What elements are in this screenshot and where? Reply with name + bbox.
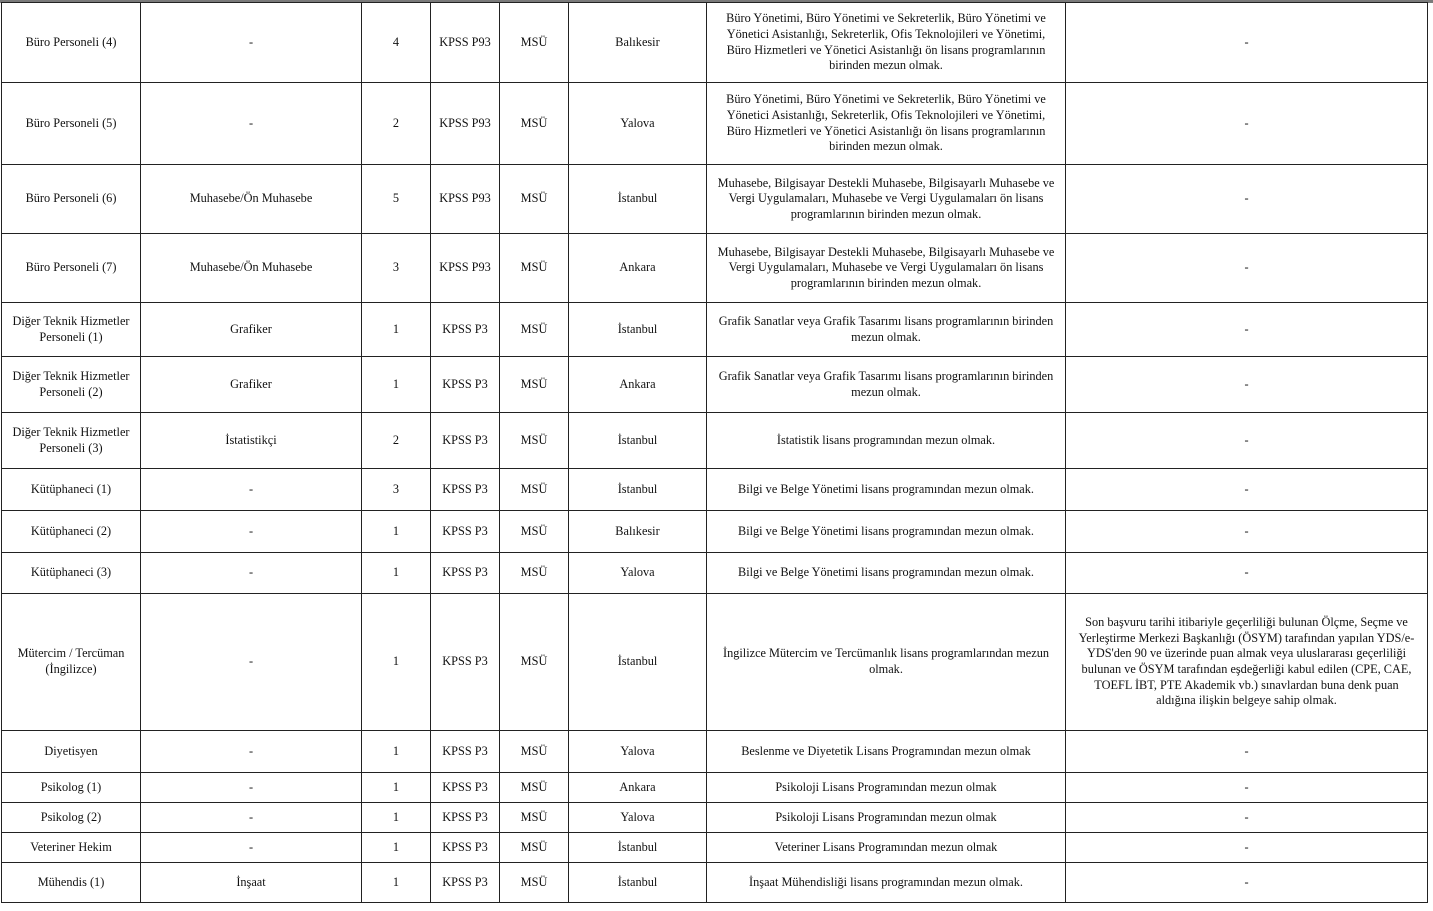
score-type-cell: KPSS P93 [431,165,500,234]
other-requirements-cell: - [1066,833,1428,863]
positions-table [1,2,1428,903]
quota-cell: 1 [362,511,431,553]
education-requirement-cell: İstatistik lisans programından mezun olmak. [707,413,1066,469]
position-title-cell: Büro Personeli (4) [2,3,141,83]
qualification-code-cell: - [141,469,362,511]
institution-cell: MSÜ [500,3,569,83]
quota-cell: 1 [362,357,431,413]
qualification-code-cell: - [141,773,362,803]
location-cell: İstanbul [569,165,707,234]
other-requirements-cell: - [1066,413,1428,469]
other-requirements-cell: - [1066,234,1428,303]
table-row [2,413,1428,469]
score-type-cell: KPSS P93 [431,234,500,303]
institution-cell: MSÜ [500,833,569,863]
position-title-cell: Büro Personeli (5) [2,83,141,165]
qualification-code-cell: Grafiker [141,357,362,413]
position-title-cell: Mühendis (1) [2,863,141,903]
score-type-cell: KPSS P3 [431,357,500,413]
table-row [2,511,1428,553]
other-requirements-cell: - [1066,773,1428,803]
institution-cell: MSÜ [500,731,569,773]
score-type-cell: KPSS P3 [431,413,500,469]
location-cell: Yalova [569,553,707,594]
table-row [2,234,1428,303]
table-row [2,83,1428,165]
other-requirements-cell: - [1066,553,1428,594]
education-requirement-cell: Psikoloji Lisans Programından mezun olmak [707,773,1066,803]
education-requirement-cell: Bilgi ve Belge Yönetimi lisans programından mezun olmak. [707,511,1066,553]
institution-cell: MSÜ [500,553,569,594]
qualification-code-cell: - [141,511,362,553]
table-row [2,3,1428,83]
education-requirement-cell: Büro Yönetimi, Büro Yönetimi ve Sekreterlik, Büro Yönetimi ve Yönetici Asistanlığı, Sekreterlik, Ofis Teknolojileri ve Yönetimi, Büro Hizmetleri ve Yönetici Asistanlığı ön lisans programlarının birinden mezun olmak. [707,83,1066,165]
position-title-cell: Psikolog (2) [2,803,141,833]
quota-cell: 1 [362,553,431,594]
qualification-code-cell: - [141,3,362,83]
education-requirement-cell: İngilizce Mütercim ve Tercümanlık lisans programlarından mezun olmak. [707,594,1066,731]
location-cell: İstanbul [569,863,707,903]
score-type-cell: KPSS P3 [431,469,500,511]
qualification-code-cell: Muhasebe/Ön Muhasebe [141,234,362,303]
education-requirement-cell: Bilgi ve Belge Yönetimi lisans programından mezun olmak. [707,553,1066,594]
table-row [2,303,1428,357]
qualification-code-cell: - [141,553,362,594]
quota-cell: 1 [362,833,431,863]
institution-cell: MSÜ [500,803,569,833]
quota-cell: 1 [362,863,431,903]
other-requirements-cell: - [1066,511,1428,553]
table-row [2,165,1428,234]
education-requirement-cell: İnşaat Mühendisliği lisans programından mezun olmak. [707,863,1066,903]
location-cell: Balıkesir [569,3,707,83]
quota-cell: 3 [362,234,431,303]
position-title-cell: Psikolog (1) [2,773,141,803]
other-requirements-cell: - [1066,83,1428,165]
institution-cell: MSÜ [500,83,569,165]
education-requirement-cell: Beslenme ve Diyetetik Lisans Programından mezun olmak [707,731,1066,773]
qualification-code-cell: İstatistikçi [141,413,362,469]
position-title-cell: Diğer Teknik Hizmetler Personeli (1) [2,303,141,357]
position-title-cell: Kütüphaneci (1) [2,469,141,511]
institution-cell: MSÜ [500,234,569,303]
location-cell: Yalova [569,803,707,833]
location-cell: İstanbul [569,594,707,731]
location-cell: Yalova [569,731,707,773]
position-title-cell: Diyetisyen [2,731,141,773]
score-type-cell: KPSS P3 [431,594,500,731]
position-title-cell: Veteriner Hekim [2,833,141,863]
score-type-cell: KPSS P3 [431,731,500,773]
qualification-code-cell: - [141,731,362,773]
position-title-cell: Büro Personeli (6) [2,165,141,234]
table-row [2,357,1428,413]
other-requirements-cell: - [1066,357,1428,413]
institution-cell: MSÜ [500,413,569,469]
education-requirement-cell: Psikoloji Lisans Programından mezun olmak [707,803,1066,833]
table-row [2,803,1428,833]
location-cell: Balıkesir [569,511,707,553]
table-row [2,731,1428,773]
quota-cell: 1 [362,594,431,731]
score-type-cell: KPSS P3 [431,511,500,553]
qualification-code-cell: - [141,83,362,165]
score-type-cell: KPSS P3 [431,833,500,863]
education-requirement-cell: Bilgi ve Belge Yönetimi lisans programından mezun olmak. [707,469,1066,511]
other-requirements-cell: - [1066,731,1428,773]
institution-cell: MSÜ [500,863,569,903]
position-title-cell: Mütercim / Tercüman (İngilizce) [2,594,141,731]
other-requirements-cell: Son başvuru tarihi itibariyle geçerliliği bulunan Ölçme, Seçme ve Yerleştirme Merkezi Başkanlığı (ÖSYM) tarafından yapılan YDS/e-YDS'den 90 ve üzerinde puan almak veya uluslararası geçerliliği bulunan ve ÖSYM tarafından eşdeğerliği kabul edilen (CPE, CAE, TOEFL İBT, PTE Akademik vb.) sınavlardan buna denk puan aldığına ilişkin belgeye sahip olmak. [1066,594,1428,731]
location-cell: İstanbul [569,303,707,357]
institution-cell: MSÜ [500,469,569,511]
qualification-code-cell: İnşaat [141,863,362,903]
qualification-code-cell: Grafiker [141,303,362,357]
education-requirement-cell: Veteriner Lisans Programından mezun olmak [707,833,1066,863]
position-title-cell: Diğer Teknik Hizmetler Personeli (2) [2,357,141,413]
other-requirements-cell: - [1066,469,1428,511]
institution-cell: MSÜ [500,165,569,234]
location-cell: İstanbul [569,833,707,863]
position-title-cell: Diğer Teknik Hizmetler Personeli (3) [2,413,141,469]
institution-cell: MSÜ [500,594,569,731]
location-cell: Yalova [569,83,707,165]
table-row [2,553,1428,594]
score-type-cell: KPSS P3 [431,553,500,594]
position-title-cell: Kütüphaneci (2) [2,511,141,553]
education-requirement-cell: Muhasebe, Bilgisayar Destekli Muhasebe, Bilgisayarlı Muhasebe ve Vergi Uygulamaları, Muhasebe ve Vergi Uygulamaları ön lisans programlarının birinden mezun olmak. [707,165,1066,234]
score-type-cell: KPSS P3 [431,803,500,833]
location-cell: Ankara [569,357,707,413]
quota-cell: 3 [362,469,431,511]
quota-cell: 2 [362,83,431,165]
score-type-cell: KPSS P93 [431,83,500,165]
quota-cell: 5 [362,165,431,234]
education-requirement-cell: Büro Yönetimi, Büro Yönetimi ve Sekreterlik, Büro Yönetimi ve Yönetici Asistanlığı, Sekreterlik, Ofis Teknolojileri ve Yönetimi, Büro Hizmetleri ve Yönetici Asistanlığı ön lisans programlarının birinden mezun olmak. [707,3,1066,83]
location-cell: Ankara [569,773,707,803]
other-requirements-cell: - [1066,803,1428,833]
other-requirements-cell: - [1066,3,1428,83]
location-cell: Ankara [569,234,707,303]
score-type-cell: KPSS P3 [431,303,500,357]
quota-cell: 1 [362,773,431,803]
other-requirements-cell: - [1066,165,1428,234]
institution-cell: MSÜ [500,357,569,413]
quota-cell: 4 [362,3,431,83]
other-requirements-cell: - [1066,863,1428,903]
table-row [2,833,1428,863]
table-row [2,469,1428,511]
table-row [2,863,1428,903]
quota-cell: 1 [362,303,431,357]
quota-cell: 1 [362,803,431,833]
quota-cell: 2 [362,413,431,469]
location-cell: İstanbul [569,469,707,511]
qualification-code-cell: Muhasebe/Ön Muhasebe [141,165,362,234]
qualification-code-cell: - [141,594,362,731]
qualification-code-cell: - [141,833,362,863]
institution-cell: MSÜ [500,303,569,357]
education-requirement-cell: Muhasebe, Bilgisayar Destekli Muhasebe, Bilgisayarlı Muhasebe ve Vergi Uygulamaları, Muhasebe ve Vergi Uygulamaları ön lisans programlarının birinden mezun olmak. [707,234,1066,303]
score-type-cell: KPSS P3 [431,863,500,903]
quota-cell: 1 [362,731,431,773]
institution-cell: MSÜ [500,511,569,553]
institution-cell: MSÜ [500,773,569,803]
education-requirement-cell: Grafik Sanatlar veya Grafik Tasarımı lisans programlarının birinden mezun olmak. [707,357,1066,413]
score-type-cell: KPSS P93 [431,3,500,83]
score-type-cell: KPSS P3 [431,773,500,803]
position-title-cell: Kütüphaneci (3) [2,553,141,594]
other-requirements-cell: - [1066,303,1428,357]
education-requirement-cell: Grafik Sanatlar veya Grafik Tasarımı lisans programlarının birinden mezun olmak. [707,303,1066,357]
location-cell: İstanbul [569,413,707,469]
table-row [2,594,1428,731]
table-row [2,773,1428,803]
qualification-code-cell: - [141,803,362,833]
position-title-cell: Büro Personeli (7) [2,234,141,303]
